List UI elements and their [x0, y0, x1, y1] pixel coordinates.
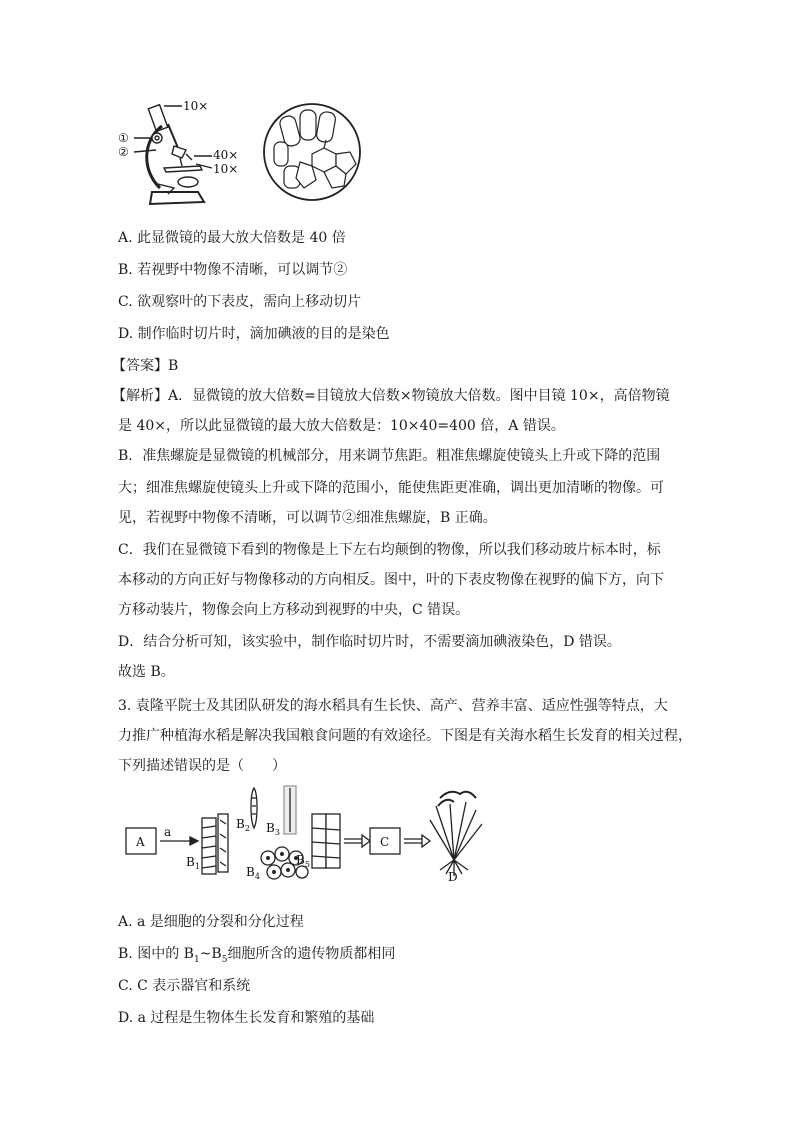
- q3-option-c: C. C 表示器官和系统: [118, 978, 251, 994]
- q3-option-d: D. a 过程是生物体生长发育和繁殖的基础: [118, 1010, 375, 1026]
- q3-option-b-mid: ~B: [199, 946, 222, 962]
- analysis-line-1: 【解析】A．显微镜的放大倍数=目镜放大倍数×物镜放大倍数。图中目镜 10×，高倍物镜: [112, 388, 670, 404]
- analysis-line-5: 见，若视野中物像不清晰，可以调节②细准焦螺旋，B 正确。: [118, 510, 497, 526]
- q3-stem-line-1: 3. 袁隆平院士及其团队研发的海水稻具有生长快、高产、营养丰富、适应性强等特点，大: [118, 698, 668, 714]
- b3-subscript: 3: [274, 828, 280, 837]
- b1-label: [186, 855, 200, 871]
- analysis-line-4: 大；细准焦螺旋使镜头上升或下降的范围小，能使焦距更准确，调出更加清晰的物像。可: [118, 480, 664, 496]
- q2-option-b: B. 若视野中物像不清晰，可以调节②: [118, 262, 348, 278]
- q3-option-b-sub1: 1: [193, 954, 200, 965]
- q3-stem-line-2: 力推广种植海水稻是解决我国粮食问题的有效途径。下图是有关海水稻生长发育的相关过程，: [118, 728, 692, 744]
- analysis-line-10: 故选 B。: [118, 664, 175, 680]
- q3-option-b-sub2: 5: [221, 954, 228, 965]
- b3-letter: B: [266, 821, 275, 835]
- objective-low-label: 10×: [213, 162, 239, 176]
- b2-label: [236, 817, 250, 833]
- analysis-line-8: 方移动装片，物像会向上方移动到视野的中央，C 错误。: [118, 602, 470, 618]
- analysis-line-6: C．我们在显微镜下看到的物像是上下左右均颠倒的物像，所以我们移动玻片标本时，标: [118, 542, 661, 558]
- b1-subscript: 1: [194, 862, 200, 871]
- rice-development-figure: [120, 784, 500, 884]
- rice-plant-icon: [430, 792, 482, 876]
- field-of-view-icon: [264, 104, 360, 200]
- cell-b3-icon: [284, 786, 296, 834]
- b4-subscript: 4: [254, 872, 260, 881]
- analysis-line-3: B．准焦螺旋是显微镜的机械部分，用来调节焦距。粗准焦螺旋使镜头上升或下降的范围: [118, 448, 661, 464]
- b1-letter: B: [186, 855, 195, 869]
- b4-label: [246, 865, 260, 881]
- eyepiece-label: 10×: [183, 99, 209, 113]
- b4-letter: B: [246, 865, 255, 879]
- analysis-line-7: 本移动的方向正好与物像移动的方向相反。图中，叶的下表皮物像在视野的偏下方，向下: [118, 572, 664, 588]
- marker-2-label: ②: [118, 145, 129, 159]
- q3-option-b: [118, 944, 395, 970]
- label-d: D: [448, 870, 458, 884]
- b5-subscript: 5: [304, 860, 310, 869]
- b5-label: [296, 853, 310, 869]
- analysis-line-9: D．结合分析可知，该实验中，制作临时切片时，不需要滴加碘液染色，D 错误。: [118, 634, 621, 650]
- q3-stem-line-3: 下列描述错误的是（ ）: [118, 758, 286, 774]
- arrow-a-label: a: [164, 825, 172, 839]
- q3-option-b-suffix: 细胞所含的遗传物质都相同: [227, 946, 396, 962]
- q2-option-d: D. 制作临时切片时，滴加碘液的目的是染色: [118, 326, 390, 342]
- b5-letter: B: [296, 853, 305, 867]
- b2-letter: B: [236, 817, 245, 831]
- cell-b1-icon: [202, 814, 228, 874]
- analysis-line-2: 是 40×，所以此显微镜的最大放大倍数是：10×40=400 倍，A 错误。: [118, 418, 565, 434]
- b3-label: [266, 821, 280, 837]
- q2-answer: 【答案】B: [112, 358, 179, 374]
- b2-subscript: 2: [244, 824, 250, 833]
- q2-option-a: A. 此显微镜的最大放大倍数是 40 倍: [118, 230, 346, 246]
- q2-option-c: C. 欲观察叶的下表皮，需向上移动切片: [118, 294, 362, 310]
- marker-1-label: ①: [118, 131, 129, 145]
- q3-option-a: A. a 是细胞的分裂和分化过程: [118, 914, 304, 930]
- q3-option-b-prefix: B. 图中的 B: [118, 946, 194, 962]
- microscope-figure: [112, 96, 372, 216]
- box-a-label: A: [136, 835, 145, 849]
- cell-b2-icon: [251, 788, 257, 828]
- objective-high-label: 40×: [213, 148, 239, 162]
- cell-b5-icon: [312, 814, 340, 868]
- box-c-label: C: [380, 835, 390, 849]
